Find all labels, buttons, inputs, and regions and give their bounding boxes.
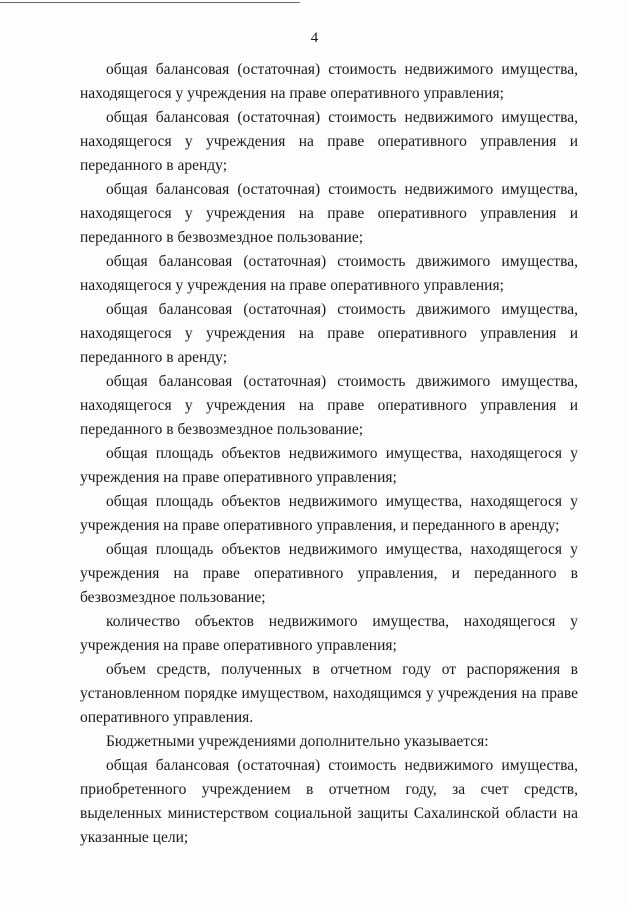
top-edge-line — [0, 2, 300, 3]
paragraph-11: объем средств, полученных в отчетном году от распоряжения в установленном порядке имуществом, находящимся у учреждения на праве оперативного управления. — [80, 661, 578, 726]
paragraph-4: общая балансовая (остаточная) стоимость движимого имущества, находящегося у учреждения на праве оперативного управления; — [80, 253, 578, 294]
paragraph-13: общая балансовая (остаточная) стоимость недвижимого имущества, приобретенного учреждением в отчетном году, за счет средств, выделенных министерством социальной защиты Сахалинской области на указанные цели; — [80, 757, 578, 846]
paragraph-7: общая площадь объектов недвижимого имущества, находящегося у учреждения на праве оперативного управления; — [80, 445, 578, 486]
paragraph-1: общая балансовая (остаточная) стоимость недвижимого имущества, находящегося у учреждения на праве оперативного управления; — [80, 61, 578, 102]
paragraph-9: общая площадь объектов недвижимого имущества, находящегося у учреждения на праве оперативного управления, и переданного в безвозмездное пользование; — [80, 541, 578, 606]
paragraph-6: общая балансовая (остаточная) стоимость движимого имущества, находящегося у учреждения на праве оперативного управления и переданного в безвозмездное пользование; — [80, 373, 578, 438]
paragraph-2: общая балансовая (остаточная) стоимость недвижимого имущества, находящегося у учреждения на праве оперативного управления и переданного в аренду; — [80, 109, 578, 174]
paragraph-12: Бюджетными учреждениями дополнительно указывается: — [106, 733, 489, 750]
paragraph-5: общая балансовая (остаточная) стоимость движимого имущества, находящегося у учреждения на праве оперативного управления и переданного в аренду; — [80, 301, 578, 366]
paragraph-10: количество объектов недвижимого имущества, находящегося у учреждения на праве оперативного управления; — [80, 613, 578, 654]
document-body — [80, 58, 578, 850]
page-number: 4 — [310, 30, 319, 46]
paragraph-3: общая балансовая (остаточная) стоимость недвижимого имущества, находящегося у учреждения на праве оперативного управления и переданного в безвозмездное пользование; — [80, 181, 578, 246]
paragraph-8: общая площадь объектов недвижимого имущества, находящегося у учреждения на праве оперативного управления, и переданного в аренду; — [80, 493, 578, 534]
